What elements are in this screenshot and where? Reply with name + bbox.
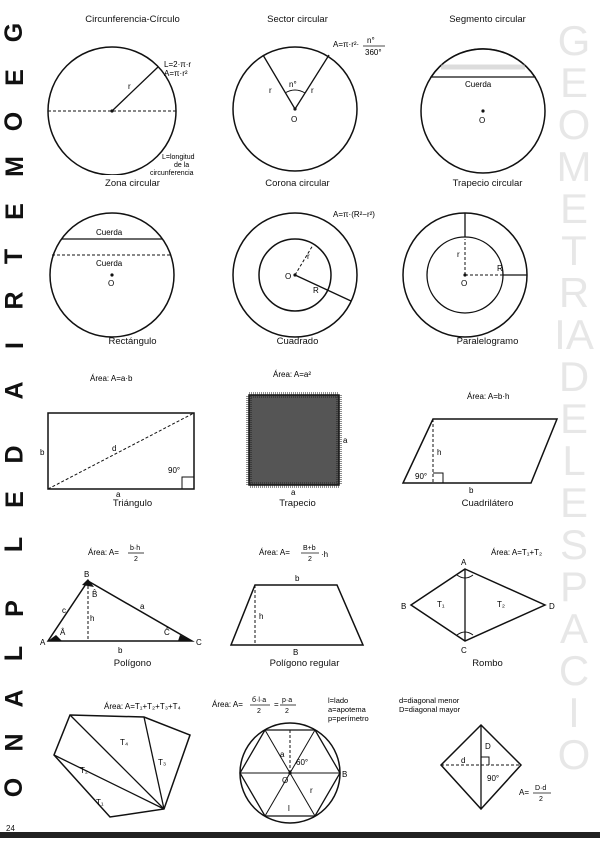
chord-top: Cuerda [96, 228, 123, 237]
formula: A= [519, 788, 530, 797]
t4-label: T₄ [120, 738, 129, 747]
segment-figure [395, 25, 580, 175]
side-letter: N [0, 733, 29, 752]
angle-label: 90° [487, 774, 500, 783]
formula: Área: A=T₁+T₂ [491, 548, 543, 557]
vertex-a: A [461, 558, 467, 567]
outer-radius-label: R [497, 264, 503, 273]
side-letter: L [0, 645, 29, 661]
side-letter: I [0, 342, 29, 350]
formula-eq: = [274, 700, 279, 709]
cell-title: Trapecio [279, 498, 316, 509]
side-letter: E [0, 203, 29, 220]
side-letter: O [0, 112, 29, 132]
corner-mark: 24 [6, 824, 15, 833]
side-letter: P [0, 600, 29, 617]
cell-title: Cuadrado [276, 336, 319, 347]
side-title [2, 20, 28, 800]
top-base-label: b [295, 574, 300, 583]
vertex-b: B [401, 602, 407, 611]
vertex-d: D [549, 602, 555, 611]
trapezoid-figure [205, 509, 390, 659]
side-b-label: b [118, 646, 123, 655]
radius-label: r [128, 82, 131, 91]
formula: Área: A=a² [273, 370, 312, 379]
side-letter: E [0, 491, 29, 508]
side-b-label: b [40, 448, 45, 457]
inner-radius-label: r [307, 252, 310, 261]
side-letter: L [0, 536, 29, 552]
cell-title: Sector circular [267, 14, 328, 25]
polygon-figure [40, 669, 225, 829]
vertex-c: C [196, 638, 202, 647]
side-c-label: c [62, 606, 66, 615]
vertex-c: C [461, 646, 467, 655]
inner-radius-label: r [457, 250, 460, 259]
bottom-bar [0, 832, 600, 838]
cell-sector [205, 14, 390, 180]
cell-title: Polígono regular [269, 658, 340, 669]
ghost-text: GEOMETRIA DEL ESPACIO [554, 17, 594, 778]
height-label: h [437, 448, 442, 457]
formula-num: B+b [303, 545, 316, 552]
formula-num-2: p·a [282, 697, 293, 704]
cell-rectangle [40, 336, 225, 502]
cell-square [205, 336, 390, 502]
cell-parallelogram [395, 336, 580, 502]
cell-title: Cuadrilátero [461, 498, 514, 509]
diagonal-label: d [112, 444, 117, 453]
t1-label: T₁ [96, 798, 104, 807]
cell-rhombus [395, 658, 580, 834]
parallelogram-figure [395, 347, 580, 497]
side-letter: M [0, 156, 29, 178]
center-label: O [461, 279, 468, 288]
center-label: O [479, 116, 486, 125]
formula: A=π·(R²−r²) [333, 210, 375, 219]
vertex-b: B [84, 570, 90, 579]
cell-circle [40, 14, 225, 180]
chord-bottom: Cuerda [96, 259, 123, 268]
side-bottom-label: a [291, 488, 296, 497]
radius-right: r [311, 86, 314, 95]
square-figure [205, 347, 390, 497]
formula-den: 2 [308, 556, 312, 563]
apothem-label: a [280, 750, 285, 759]
cell-quadrilateral [395, 498, 580, 664]
regular-polygon-figure [212, 669, 397, 829]
note-line-1: L=longitud [162, 154, 195, 161]
side-letter: D [0, 445, 29, 464]
center-label: O [285, 272, 292, 281]
formula: Área: A= [259, 548, 290, 557]
side-label: l [288, 804, 290, 813]
triangle-figure [40, 509, 225, 659]
key-lado: l=lado [328, 696, 349, 705]
key-apotema: a=apotema [328, 705, 366, 714]
cell-title: Segmento circular [449, 14, 526, 25]
vertex-a: A [40, 638, 46, 647]
formula-num: D·d [535, 785, 547, 792]
t1-label: T₁ [437, 600, 445, 609]
formula-den: 2 [539, 796, 543, 803]
key-perimetro: p=perímetro [328, 714, 369, 723]
t2-label: T₂ [497, 600, 505, 609]
formula-den-2: 2 [285, 708, 289, 715]
center-label: O [291, 115, 298, 124]
cell-annulus [205, 178, 390, 344]
zone-figure [40, 189, 225, 339]
side-letter: G [0, 22, 29, 43]
angle-c: Ĉ [164, 628, 170, 637]
formula-num: n° [367, 36, 375, 45]
formula: Área: A= [212, 700, 243, 709]
radius-left: r [269, 86, 272, 95]
side-right-label: a [343, 436, 348, 445]
bottom-base-label: B [293, 648, 299, 657]
formula-area: A=π·r² [164, 69, 188, 78]
cell-title: Rombo [472, 658, 503, 669]
formula: Área: A=a·b [90, 374, 133, 383]
cell-circular-trapezoid [395, 178, 580, 344]
formula-length: L=2·π·r [164, 60, 192, 69]
formula-den: 2 [134, 556, 138, 563]
cell-trapezoid [205, 498, 390, 664]
circle-figure [40, 25, 225, 175]
formula-num: b·h [130, 545, 141, 552]
side-letter: A [0, 688, 29, 708]
circular-trapezoid-figure [395, 189, 580, 339]
cell-zone [40, 178, 225, 344]
t3-label: T₃ [158, 758, 167, 767]
note-line-3: circunferencia [150, 170, 194, 175]
chord-label: Cuerda [465, 80, 492, 89]
side-a-label: a [116, 490, 121, 497]
major-diagonal-label: D [485, 742, 491, 751]
sector-figure [205, 25, 390, 175]
center-label: O [108, 279, 115, 288]
vertex-b: B [342, 770, 348, 779]
cell-segment [395, 14, 580, 180]
side-a-label: a [140, 602, 145, 611]
t2-label: T₂ [80, 766, 88, 775]
formula-h: ·h [321, 550, 329, 559]
key-major: D=diagonal mayor [399, 705, 461, 714]
key-minor: d=diagonal menor [399, 696, 460, 705]
cell-triangle [40, 498, 225, 664]
cell-title: Paralelogramo [456, 336, 519, 347]
side-letter: E [0, 68, 29, 86]
center-label: O [282, 776, 289, 785]
angle-label: n° [289, 80, 297, 89]
side-letter: R [0, 291, 29, 310]
side-letter: T [0, 248, 29, 264]
cell-title: Corona circular [265, 178, 330, 189]
formula-den: 360° [365, 48, 382, 57]
angle-label: 60° [296, 758, 309, 767]
formula-den-1: 2 [257, 708, 261, 715]
height-label: h [90, 614, 95, 623]
formula: Área: A=T₁+T₂+T₃+T₄ [104, 702, 181, 711]
base-label: b [469, 486, 474, 495]
cell-title: Triángulo [112, 498, 153, 509]
height-label: h [259, 612, 264, 621]
angle-label: 90° [415, 472, 428, 481]
minor-diagonal-label: d [461, 756, 466, 765]
cell-title: Zona circular [105, 178, 160, 189]
radius-label: r [310, 786, 313, 795]
cell-title: Trapecio circular [452, 178, 523, 189]
quadrilateral-figure [395, 509, 580, 659]
cell-polygon [40, 658, 225, 834]
cell-title: Circunferencia-Círculo [85, 14, 180, 25]
side-letter: O [0, 777, 29, 798]
formula: A=π·r²· [333, 40, 360, 49]
angle-a: Â [60, 628, 66, 637]
cell-title: Rectángulo [108, 336, 157, 347]
cell-title: Polígono [113, 658, 152, 669]
formula: Área: A=b·h [467, 392, 510, 401]
note-line-2: de la [174, 162, 190, 169]
formula-num-1: б·l·a [252, 697, 267, 704]
angle-label: 90° [168, 466, 181, 475]
outer-radius-label: R [313, 286, 319, 295]
annulus-figure [205, 189, 390, 339]
formula: Área: A= [88, 548, 119, 557]
cell-regular-polygon [212, 658, 397, 834]
rhombus-figure [395, 669, 580, 829]
rectangle-figure [40, 347, 225, 497]
side-letter: A [0, 381, 29, 400]
angle-b: B̂ [92, 590, 98, 599]
